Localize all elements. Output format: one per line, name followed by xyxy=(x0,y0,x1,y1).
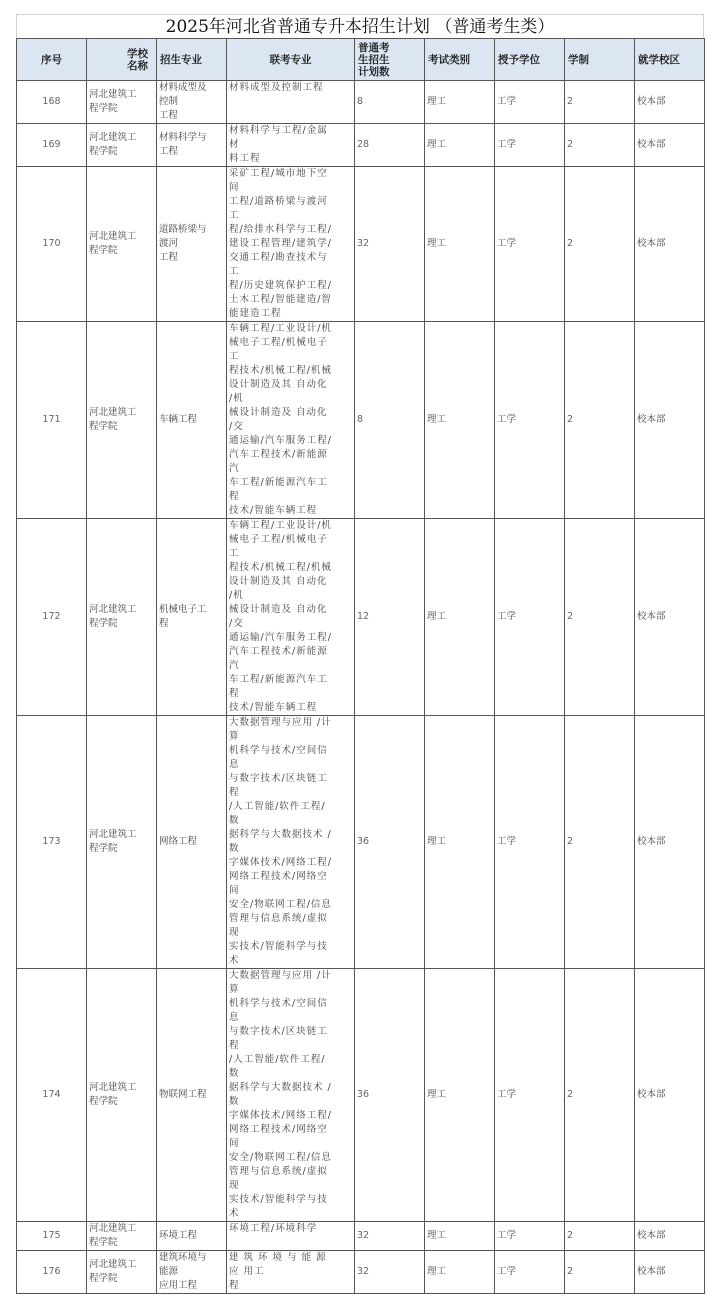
cell-exam-type: 理工 xyxy=(425,519,495,716)
table-row xyxy=(17,167,705,322)
cell-exam-type: 理工 xyxy=(425,322,495,519)
cell-school: 河北建筑工 程学院 xyxy=(87,81,157,124)
cell-no: 170 xyxy=(17,167,87,322)
cell-campus: 校本部 xyxy=(635,716,705,969)
cell-school: 河北建筑工 程学院 xyxy=(87,519,157,716)
header-no: 序号 xyxy=(17,39,87,81)
cell-exam-type: 理工 xyxy=(425,81,495,124)
table-row xyxy=(17,716,705,969)
cell-plan: 32 xyxy=(355,167,425,322)
cell-degree: 工学 xyxy=(495,322,565,519)
cell-major: 材料科学与 工程 xyxy=(157,124,227,167)
cell-years: 2 xyxy=(565,322,635,519)
cell-no: 173 xyxy=(17,716,87,969)
cell-degree: 工学 xyxy=(495,519,565,716)
cell-plan: 36 xyxy=(355,969,425,1222)
cell-subjects: 材料成型及控制工程 xyxy=(227,81,355,124)
cell-school: 河北建筑工 程学院 xyxy=(87,1251,157,1294)
header-degree: 授予学位 xyxy=(495,39,565,81)
header-campus: 就学校区 xyxy=(635,39,705,81)
table-row xyxy=(17,124,705,167)
enrollment-table xyxy=(16,38,705,1294)
table-body xyxy=(17,81,705,1294)
cell-no: 169 xyxy=(17,124,87,167)
cell-exam-type: 理工 xyxy=(425,167,495,322)
cell-degree: 工学 xyxy=(495,1222,565,1251)
cell-campus: 校本部 xyxy=(635,124,705,167)
cell-exam-type: 理工 xyxy=(425,1222,495,1251)
table-row xyxy=(17,1251,705,1294)
cell-no: 174 xyxy=(17,969,87,1222)
cell-years: 2 xyxy=(565,167,635,322)
header-years: 学制 xyxy=(565,39,635,81)
cell-school: 河北建筑工 程学院 xyxy=(87,1222,157,1251)
cell-campus: 校本部 xyxy=(635,969,705,1222)
cell-plan: 32 xyxy=(355,1222,425,1251)
header-exam-type: 考试类别 xyxy=(425,39,495,81)
cell-years: 2 xyxy=(565,969,635,1222)
cell-exam-type: 理工 xyxy=(425,1251,495,1294)
cell-major: 材料成型及 控制 工程 xyxy=(157,81,227,124)
cell-no: 172 xyxy=(17,519,87,716)
header-major: 招生专业 xyxy=(157,39,227,81)
cell-school: 河北建筑工 程学院 xyxy=(87,322,157,519)
cell-degree: 工学 xyxy=(495,81,565,124)
cell-major: 网络工程 xyxy=(157,716,227,969)
cell-plan: 36 xyxy=(355,716,425,969)
cell-campus: 校本部 xyxy=(635,81,705,124)
cell-no: 176 xyxy=(17,1251,87,1294)
cell-school: 河北建筑工 程学院 xyxy=(87,969,157,1222)
cell-years: 2 xyxy=(565,716,635,969)
cell-plan: 28 xyxy=(355,124,425,167)
cell-years: 2 xyxy=(565,519,635,716)
cell-exam-type: 理工 xyxy=(425,969,495,1222)
cell-school: 河北建筑工 程学院 xyxy=(87,124,157,167)
cell-years: 2 xyxy=(565,1251,635,1294)
header-subjects: 联考专业 xyxy=(227,39,355,81)
cell-subjects: 环境工程/环境科学 xyxy=(227,1222,355,1251)
cell-major: 环境工程 xyxy=(157,1222,227,1251)
cell-subjects: 大数据管理与应用 /计 算 机科学与技术/空间信 息 与数字技术/区块链工 程 /人工智能/软件工程/ 数 据科学与大数据技术 / 数 字媒体技术/网络工程/ 网络工程技术/网络空 间 安全/物联网工程/信息 管理与信息系统/虚拟 现 实技术/智能科学与技 术 xyxy=(227,716,355,969)
table-row xyxy=(17,1222,705,1251)
cell-years: 2 xyxy=(565,124,635,167)
cell-campus: 校本部 xyxy=(635,1222,705,1251)
page-title: 2025年河北省普通专升本招生计划 （普通考生类） xyxy=(16,14,704,38)
cell-school: 河北建筑工 程学院 xyxy=(87,716,157,969)
cell-campus: 校本部 xyxy=(635,519,705,716)
cell-major: 车辆工程 xyxy=(157,322,227,519)
table-row xyxy=(17,969,705,1222)
cell-major: 建筑环境与 能源 应用工程 xyxy=(157,1251,227,1294)
cell-subjects: 车辆工程/工业设计/机 械电子工程/机械电子 工 程技术/机械工程/机械 设计制造及其 自动化 /机 械设计制造及 自动化 /交 通运输/汽车服务工程/ 汽车工程技术/新能源 汽 车工程/新能源汽车工 程 技术/智能车辆工程 xyxy=(227,519,355,716)
cell-subjects: 采矿工程/城市地下空 间 工程/道路桥梁与渡河 工 程/给排水科学与工程/ 建设工程管理/建筑学/ 交通工程/勘查技术与 工 程/历史建筑保护工程/ 土木工程/智能建造/智 能建造工程 xyxy=(227,167,355,322)
cell-plan: 8 xyxy=(355,81,425,124)
cell-no: 168 xyxy=(17,81,87,124)
cell-subjects: 车辆工程/工业设计/机 械电子工程/机械电子 工 程技术/机械工程/机械 设计制造及其 自动化 /机 械设计制造及 自动化 /交 通运输/汽车服务工程/ 汽车工程技术/新能源 汽 车工程/新能源汽车工 程 技术/智能车辆工程 xyxy=(227,322,355,519)
cell-school: 河北建筑工 程学院 xyxy=(87,167,157,322)
cell-degree: 工学 xyxy=(495,1251,565,1294)
cell-subjects: 建 筑 环 境 与 能 源 应 用工 程 xyxy=(227,1251,355,1294)
cell-major: 道路桥梁与 渡河 工程 xyxy=(157,167,227,322)
table-row xyxy=(17,519,705,716)
cell-years: 2 xyxy=(565,81,635,124)
header-plan: 普通考 生招生 计划数 xyxy=(355,39,425,81)
cell-major: 物联网工程 xyxy=(157,969,227,1222)
cell-campus: 校本部 xyxy=(635,322,705,519)
cell-exam-type: 理工 xyxy=(425,716,495,969)
table-header-row xyxy=(17,39,705,81)
cell-exam-type: 理工 xyxy=(425,124,495,167)
cell-degree: 工学 xyxy=(495,969,565,1222)
cell-plan: 12 xyxy=(355,519,425,716)
cell-subjects: 材料科学与工程/金属 材 料工程 xyxy=(227,124,355,167)
cell-plan: 32 xyxy=(355,1251,425,1294)
cell-plan: 8 xyxy=(355,322,425,519)
cell-campus: 校本部 xyxy=(635,167,705,322)
table-row xyxy=(17,81,705,124)
header-school: 学校 名称 xyxy=(87,39,157,81)
cell-no: 175 xyxy=(17,1222,87,1251)
table-row xyxy=(17,322,705,519)
cell-major: 机械电子工 程 xyxy=(157,519,227,716)
cell-degree: 工学 xyxy=(495,124,565,167)
cell-degree: 工学 xyxy=(495,167,565,322)
cell-campus: 校本部 xyxy=(635,1251,705,1294)
cell-subjects: 大数据管理与应用 /计 算 机科学与技术/空间信 息 与数字技术/区块链工 程 /人工智能/软件工程/ 数 据科学与大数据技术 / 数 字媒体技术/网络工程/ 网络工程技术/网络空 间 安全/物联网工程/信息 管理与信息系统/虚拟 现 实技术/智能科学与技 术 xyxy=(227,969,355,1222)
cell-years: 2 xyxy=(565,1222,635,1251)
cell-degree: 工学 xyxy=(495,716,565,969)
cell-no: 171 xyxy=(17,322,87,519)
